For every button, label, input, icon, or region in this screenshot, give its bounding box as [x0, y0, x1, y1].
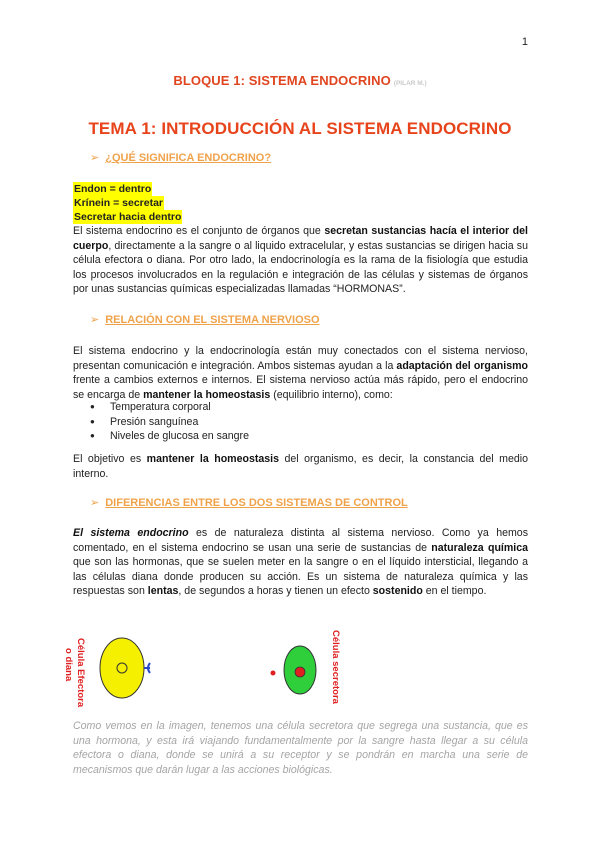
homeostasis-list [90, 400, 249, 444]
bold-run: El sistema endocrino [73, 527, 189, 539]
effector-cell-label-sub: o diana [63, 648, 74, 682]
arrow-icon: ➢ [90, 152, 100, 164]
bold-run: adaptación del organismo [396, 359, 528, 372]
list-item: ● Niveles de glucosa en sangre [90, 429, 249, 444]
text-run: frente a cambios externos e internos. El sistema nervioso actúa más rápido, pero el endocrino se encarga de [73, 374, 528, 401]
section-heading-label: ¿QUÉ SIGNIFICA ENDOCRINO? [105, 152, 272, 164]
text-run: El sistema endocrino y la endocrinología están muy conectados con el sistema nervioso, presentan comunicación e integración. Ambos sistemas ayudan a la [73, 345, 528, 372]
secretory-cell-label: Célula secretora [330, 630, 341, 704]
text-run: , de segundos a horas y tienen un efecto [178, 585, 373, 597]
text-run: en el tiempo. [422, 585, 487, 597]
paragraph-definition [73, 224, 528, 297]
block-title [0, 72, 600, 90]
arrow-icon: ➢ [90, 497, 100, 509]
block-title-main: BLOQUE 1: SISTEMA ENDOCRINO [173, 73, 391, 88]
effector-cell-nucleus [117, 663, 127, 673]
paragraph-objetivo [73, 452, 528, 481]
hormone-diagram [63, 628, 352, 710]
section-heading-endocrino [90, 151, 271, 164]
bold-run: lentas [147, 585, 179, 597]
text-run: , directamente a la sangre o al liquido extracelular, y estas sustancias se dirigen hacia su célula efectora o diana. Por otro lado, la endocrinología es la rama de la fisiología que estudia los procesos involucrados en la regulación e integración de las células y sistemas de órganos por unas sustancias químicas especializadas llamadas “HORMONAS”. [73, 239, 528, 295]
secretory-cell-nucleus [295, 667, 305, 677]
tema-title: TEMA 1: INTRODUCCIÓN AL SISTEMA ENDOCRINO [88, 119, 512, 138]
text-run: del organismo, es decir, la constancia del medio interno. [73, 453, 529, 480]
bold-run: mantener la homeostasis [146, 453, 279, 465]
bold-run: secretan sustancias hacía el interior del cuerpo [73, 225, 528, 252]
text-run: El objetivo es [73, 453, 147, 465]
bold-run: sostenido [372, 585, 423, 597]
section-heading-label: DIFERENCIAS ENTRE LOS DOS SISTEMAS DE CONTROL [105, 497, 408, 509]
text-run: es de naturaleza distinta al sistema nervioso. Como ya hemos comentado, en el sistema endocrino se usan una serie de sustancias de [73, 527, 528, 554]
hormone-diagram-svg [82, 628, 352, 710]
arrow-icon: ➢ [90, 314, 100, 326]
figure-caption: Como vemos en la imagen, tenemos una célula secretora que segrega una sustancia, que es una hormona, y esta irá viajando fundamentalmente por la sangre hasta llegar a su célula efectora o diana, donde se unirá a su receptor y se pondrán en marcha una serie de mecanismos que darán lugar a las acciones biológicas. [73, 720, 528, 776]
hormone-dot [271, 671, 276, 676]
section-heading-label: RELACIÓN CON EL SISTEMA NERVIOSO [105, 314, 320, 326]
bold-run: mantener la homeostasis [143, 388, 271, 401]
definition-endon: Endon = dentro [74, 183, 152, 195]
list-item: ● Presión sanguínea [90, 415, 249, 430]
page-number: 1 [521, 36, 528, 48]
text-run: (equilibrio interno), como: [270, 388, 393, 401]
receptor-icon [144, 663, 150, 673]
list-item: ● Temperatura corporal [90, 400, 249, 415]
paragraph-relacion [73, 344, 528, 402]
block-title-author: (PILAR M.) [393, 80, 427, 87]
effector-cell-label: Célula Efectora [75, 638, 86, 708]
paragraph-diferencias [73, 526, 528, 599]
text-run: que son las hormonas, que se suelen meter en la sangre o en el líquido intersticial, llegando a las células diana donde producen su acción. Es un sistema de naturaleza química y las respuestas son [73, 556, 528, 597]
text-run: El sistema endocrino es el conjunto de órganos que [73, 225, 325, 237]
section-heading-relacion [90, 313, 320, 326]
section-heading-diferencias [90, 496, 408, 509]
bold-run: naturaleza química [431, 541, 528, 554]
definition-krinein: Krínein = secretar [74, 197, 164, 209]
definition-secretar: Secretar hacia dentro [74, 211, 182, 223]
